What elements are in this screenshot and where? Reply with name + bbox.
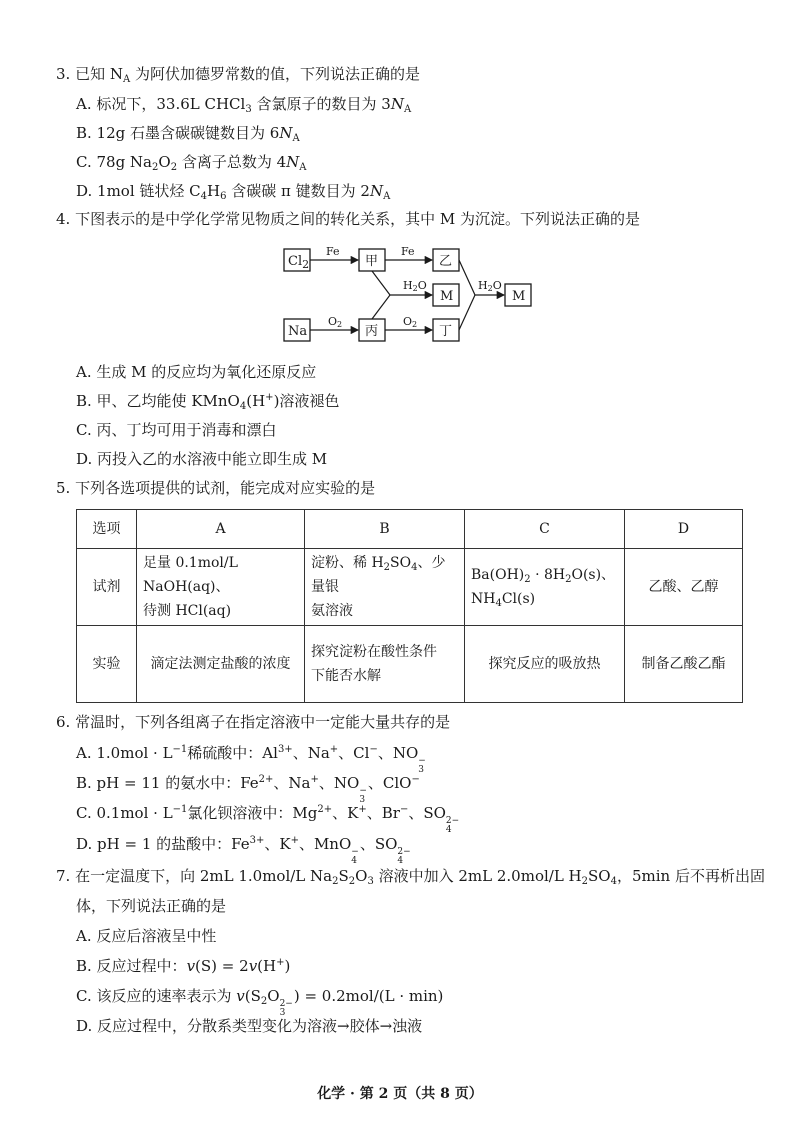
q6-option-b: B. pH = 11 的氨水中：$Fe^{2+}$、Na+、NO − 3 、ClO− — [76, 774, 420, 805]
cell-reagent-c: $Ba(OH)_2 \cdot 8H_2O(s)$、 $NH_4Cl(s)$ — [465, 549, 625, 626]
cell-exp-c: 探究反应的吸放热 — [465, 626, 625, 703]
header-b: B — [305, 510, 465, 549]
q4-option-c: C. 丙、丁均可用于消毒和漂白 — [76, 421, 277, 439]
header-c: C — [465, 510, 625, 549]
q6-option-a: A. $1.0mol \cdot L^{-1}$稀硫酸中：$Al^{3+}$、Na+、Cl−、NO − 3 — [76, 744, 426, 775]
q6-stem: 6. 常温时，下列各组离子在指定溶液中一定能大量共存的是 — [56, 713, 451, 731]
reagent-table — [76, 509, 743, 703]
label-o2-2: O2 — [403, 315, 418, 329]
q3-option-b: B. 12g 石墨含碳碳键数目为 $6N_A$ — [76, 124, 300, 144]
cell-exp-d: 制备乙酸乙酯 — [625, 626, 743, 703]
q7-option-d: D. 反应过程中，分散系类型变化为溶液→胶体→浊液 — [76, 1017, 423, 1035]
row-label-experiment: 实验 — [77, 626, 137, 703]
label-bing: 丙 — [365, 324, 379, 339]
q4-option-a: A. 生成 M 的反应均为氧化还原反应 — [76, 363, 317, 381]
page-footer: 化学 · 第 2 页（共 8 页） — [317, 1086, 483, 1102]
cell-exp-a: 滴定法测定盐酸的浓度 — [137, 626, 305, 703]
label-m-middle: M — [440, 289, 454, 304]
table-row-reagents — [77, 549, 743, 626]
q5-stem: 5. 下列各选项提供的试剂，能完成对应实验的是 — [56, 479, 376, 497]
cell-reagent-a: 足量 0.1mol/L NaOH(aq)、 待测 HCl(aq) — [137, 549, 305, 626]
q6-option-d: D. pH = 1 的盐酸中：$Fe^{3+}$、K+、MnO − 4 、SO 2− 4 — [76, 835, 411, 866]
q4-option-b: B. 甲、乙均能使 KMnO$_4$(H+)溶液褪色 — [76, 392, 340, 412]
q4-stem: 4. 下图表示的是中学化学常见物质之间的转化关系，其中 M 为沉淀。下列说法正确的是 — [56, 210, 640, 228]
cell-reagent-d: 乙酸、乙醇 — [625, 549, 743, 626]
q3-stem: 3. 已知 $N_A$ 为阿伏加德罗常数的值，下列说法正确的是 — [56, 65, 420, 85]
q6-option-c: C. $0.1mol \cdot L^{-1}$氯化钡溶液中：$Mg^{2+}$、K+、Br−、SO 2− 4 — [76, 804, 460, 835]
arrow-ding-m — [459, 295, 475, 330]
table-row-experiments — [77, 626, 743, 703]
label-h2o-1: H2O — [403, 279, 427, 293]
q7-stem-line2: 体，下列说法正确的是 — [76, 897, 227, 915]
q7-option-b: B. 反应过程中：v(S) = 2v(H+) — [76, 957, 291, 975]
q7-option-c: C. 该反应的速率表示为 $v(S_2O$ 2− 3 ) = 0.2mol/(L · min) — [76, 987, 444, 1018]
label-na: Na — [288, 324, 308, 339]
header-option: 选项 — [77, 510, 137, 549]
conversion-diagram — [270, 236, 540, 348]
label-ding: 丁 — [439, 324, 453, 339]
q4-option-d: D. 丙投入乙的水溶液中能立即生成 M — [76, 450, 328, 468]
row-label-reagent: 试剂 — [77, 549, 137, 626]
label-m-final: M — [512, 289, 526, 304]
label-fe-2: Fe — [401, 245, 415, 258]
label-h2o-2: H2O — [478, 279, 502, 293]
q3-option-d: D. 1mol 链状烃 $C_4H_6$ 含碳碳 π 键数目为 $2N_A$ — [76, 182, 391, 202]
arrow-bing-m — [372, 295, 390, 319]
label-fe-1: Fe — [326, 245, 340, 258]
label-jia: 甲 — [365, 254, 379, 269]
label-o2-1: O2 — [328, 315, 343, 329]
header-d: D — [625, 510, 743, 549]
label-cl2: $Cl_2$ — [288, 254, 310, 271]
q7-option-a: A. 反应后溶液呈中性 — [76, 927, 217, 945]
header-a: A — [137, 510, 305, 549]
table-header-row — [77, 510, 743, 549]
q7-stem-line1: 7. 在一定温度下，向 2mL 1.0mol/L $Na_2S_2O_3$ 溶液中加入 2mL 2.0mol/L $H_2SO_4$，5min 后不再析出固 — [56, 867, 765, 887]
cell-reagent-b: 淀粉、稀 $H_2SO_4$、少量银 氨溶液 — [305, 549, 465, 626]
label-yi: 乙 — [439, 254, 453, 269]
q3-option-c: C. 78g $Na_2O_2$ 含离子总数为 $4N_A$ — [76, 153, 307, 173]
cell-exp-b: 探究淀粉在酸性条件 下能否水解 — [305, 626, 465, 703]
q3-option-a: A. 标况下，33.6L CHCl$_3$ 含氯原子的数目为 $3N_A$ — [76, 95, 412, 115]
